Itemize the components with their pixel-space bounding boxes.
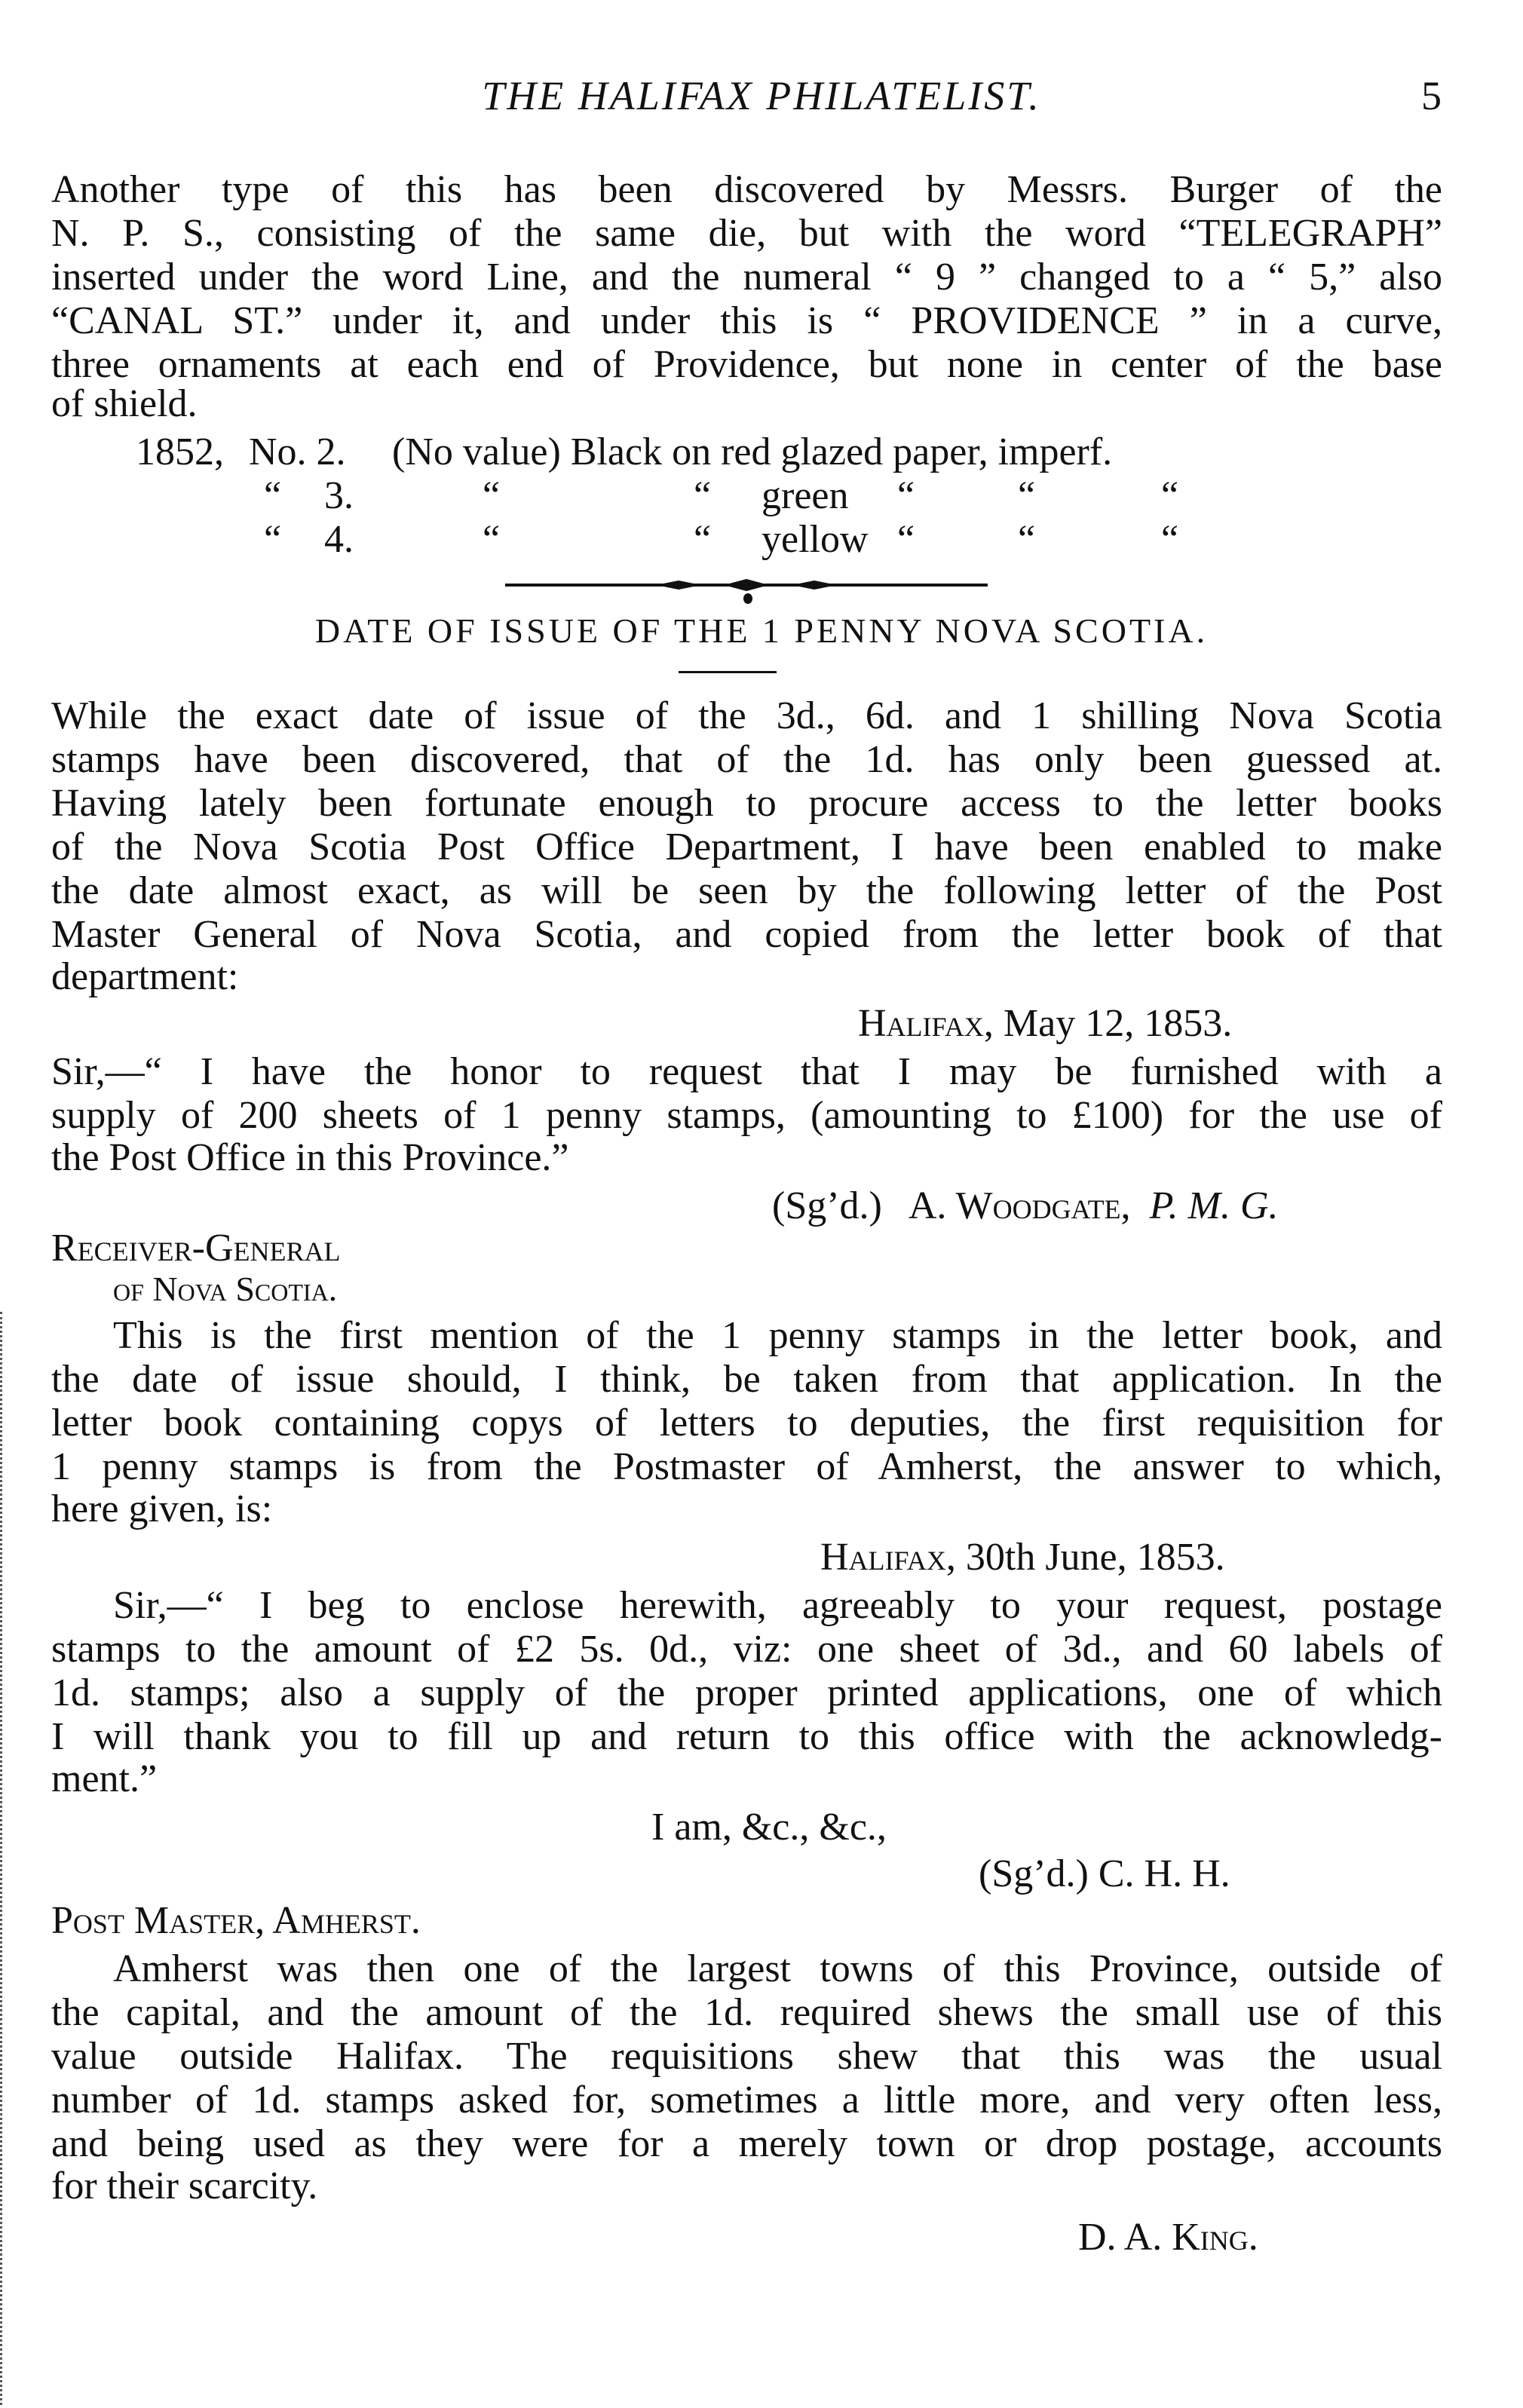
ditto-mark: “ — [264, 518, 282, 561]
para1-line-4: of the Nova Scotia Post Office Department, I have been enabled to make — [51, 826, 1442, 869]
ditto-mark: “ — [1161, 518, 1179, 561]
stamp-number: 4. — [324, 518, 354, 561]
para1-line-6: Master General of Nova Scotia, and copied from the letter book of that — [51, 913, 1442, 956]
ditto-mark: “ — [694, 474, 712, 517]
para1-line-2: stamps have been discovered, that of the 1d. has only been guessed at. — [51, 738, 1442, 781]
para3-line-4: number of 1d. stamps asked for, sometimes a little more, and very often less, — [51, 2079, 1442, 2122]
intro-line-5: three ornaments at each end of Providence, but none in center of the base — [51, 343, 1442, 386]
ditto-mark: “ — [264, 474, 282, 517]
letter1-sig-name: A. Woodgate, — [908, 1184, 1131, 1227]
letter2-line-2: stamps to the amount of £2 5s. 0d., viz: one sheet of 3d., and 60 labels of — [51, 1628, 1442, 1671]
letter2-place: Halifax — [820, 1536, 946, 1579]
intro-line-3: inserted under the word Line, and the numeral “ 9 ” changed to a “ 5,” also — [51, 256, 1442, 299]
para1-line-1: While the exact date of issue of the 3d., 6d. and 1 shilling Nova Scotia — [51, 694, 1442, 737]
ditto-mark: “ — [1018, 518, 1036, 561]
intro-line-1: Another type of this has been discovered by Messrs. Burger of the — [51, 168, 1442, 211]
para2-line-last: here given, is: — [51, 1487, 273, 1530]
short-rule — [679, 671, 777, 673]
stamp-number: No. 2. — [249, 430, 346, 473]
ornamental-rule — [505, 574, 988, 605]
letter1-sig-title: P. M. G. — [1149, 1184, 1279, 1227]
letter2-date: , 30th June, 1853. — [945, 1536, 1225, 1579]
letter1-date: , May 12, 1853. — [983, 1002, 1233, 1045]
ditto-mark: “ — [483, 474, 501, 517]
para3-line-5: and being used as they were for a merely town or drop postage, accounts — [51, 2122, 1442, 2165]
stamp-year: 1852, — [136, 430, 224, 473]
page-number: 5 — [1421, 73, 1442, 118]
letter1-dateline — [858, 1001, 1232, 1046]
section-heading: DATE OF ISSUE OF THE 1 PENNY NOVA SCOTIA. — [314, 611, 1209, 650]
para1-line-last: department: — [51, 955, 239, 998]
stamp-color: yellow — [762, 518, 869, 561]
stamp-color: green — [762, 474, 849, 517]
running-header-title: THE HALIFAX PHILATELIST. — [482, 73, 1041, 118]
letter2-line-1: Sir,—“ I beg to enclose herewith, agreeably to your request, postage — [113, 1584, 1442, 1627]
ditto-mark: “ — [694, 518, 712, 561]
intro-line-2: N. P. S., consisting of the same die, but with the word “TELEGRAPH” — [51, 212, 1442, 255]
para3-line-last: for their scarcity. — [51, 2164, 318, 2207]
para3-line-1: Amherst was then one of the largest towns of this Province, outside of — [113, 1947, 1442, 1990]
letter1-sig-prefix: (Sg’d.) — [772, 1184, 882, 1227]
letter1-signature — [772, 1184, 1279, 1229]
intro-line-last: of shield. — [51, 382, 198, 425]
para3-line-2: the capital, and the amount of the 1d. required shews the small use of this — [51, 1991, 1442, 2034]
para1-line-5: the date almost exact, as will be seen by the following letter of the Post — [51, 869, 1442, 912]
letter2-line-4: I will thank you to fill up and return to this office with the acknowledg- — [51, 1715, 1442, 1758]
stamp-number: 3. — [324, 474, 354, 517]
letter2-signature: (Sg’d.) C. H. H. — [979, 1852, 1230, 1895]
letter2-closing: I am, &c., &c., — [651, 1806, 887, 1849]
ditto-mark: “ — [483, 518, 501, 561]
para2-line-4: 1 penny stamps is from the Postmaster of Amherst, the answer to which, — [51, 1445, 1442, 1488]
para2-line-1: This is the first mention of the 1 penny stamps in the letter book, and — [113, 1314, 1442, 1357]
para2-line-2: the date of issue should, I think, be taken from that application. In the — [51, 1358, 1442, 1401]
letter2-line-last: ment.” — [51, 1757, 158, 1800]
para3-line-3: value outside Halifax. The requisitions shew that this was the usual — [51, 2035, 1442, 2078]
intro-line-4: “CANAL ST.” under it, and under this is “ PROVIDENCE ” in a curve, — [51, 299, 1442, 342]
letter2-addressee: Post Master, Amherst. — [51, 1899, 421, 1942]
para2-line-3: letter book containing copys of letters to deputies, the first requisition for — [51, 1402, 1442, 1444]
letter1-addressee-1: Receiver-General — [51, 1227, 341, 1270]
ditto-mark: “ — [897, 518, 915, 561]
author-signature: D. A. King. — [1078, 2216, 1258, 2259]
scan-margin-mark — [0, 1312, 13, 2405]
para1-line-3: Having lately been fortunate enough to procure access to the letter books — [51, 782, 1442, 825]
letter1-addressee-2: of Nova Scotia. — [113, 1270, 338, 1308]
ditto-mark: “ — [1018, 474, 1036, 517]
letter2-line-3: 1d. stamps; also a supply of the proper printed applications, one of which — [51, 1671, 1442, 1714]
letter1-line-last: the Post Office in this Province.” — [51, 1136, 569, 1179]
stamp-description: (No value) Black on red glazed paper, imperf. — [392, 430, 1113, 473]
ditto-mark: “ — [1161, 474, 1179, 517]
letter2-dateline — [820, 1535, 1225, 1580]
letter1-line-1: Sir,—“ I have the honor to request that I may be furnished with a — [51, 1050, 1442, 1093]
ditto-mark: “ — [897, 474, 915, 517]
letter1-line-2: supply of 200 sheets of 1 penny stamps, (amounting to £100) for the use of — [51, 1094, 1442, 1137]
letter1-place: Halifax — [858, 1002, 984, 1045]
